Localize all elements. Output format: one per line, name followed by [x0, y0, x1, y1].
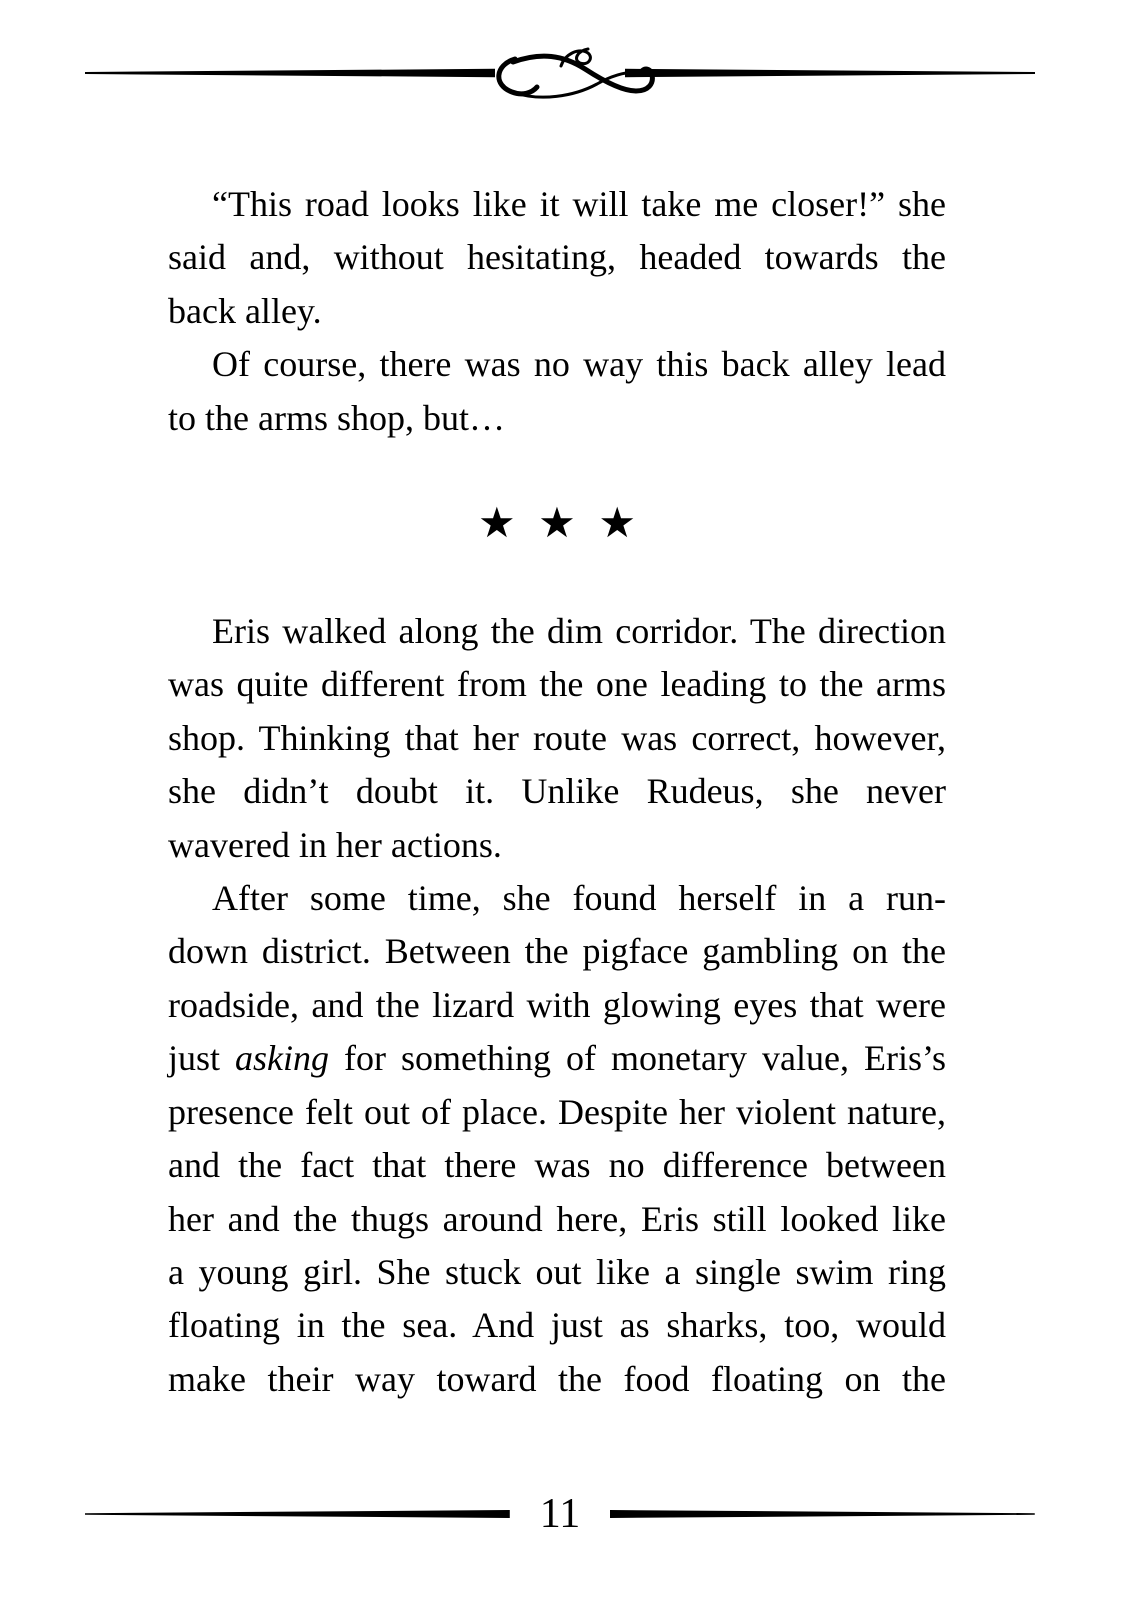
text-segment: for something of monetary value, Eris’s — [329, 1038, 946, 1079]
text-line — [168, 178, 946, 231]
scene-break-stars: ★ ★ ★ — [478, 501, 642, 548]
page-header — [85, 42, 1035, 108]
text-segment: Of course, there was no way this back alley lead — [212, 344, 946, 385]
text-segment: floating in the sea. And just as sharks, too, would — [168, 1305, 946, 1346]
footer-rule-left — [85, 1509, 510, 1519]
text-line — [168, 712, 946, 765]
text-segment: After some time, she found herself in a run- — [212, 878, 946, 919]
text-line — [168, 925, 946, 978]
footer-rule-right — [610, 1509, 1035, 1519]
text-segment: she didn’t doubt it. Unlike Rudeus, she never — [168, 771, 946, 812]
text-line — [168, 819, 946, 872]
text-line — [168, 872, 946, 925]
text-segment: and the fact that there was no difference between — [168, 1145, 946, 1186]
text-segment: presence felt out of place. Despite her violent nature, — [168, 1091, 946, 1132]
text-segment: said and, without hesitating, headed towards the — [168, 237, 946, 278]
text-line — [168, 285, 946, 338]
header-rule-right — [625, 69, 1035, 77]
page-number: 11 — [539, 1491, 581, 1537]
body-text — [168, 178, 946, 1406]
paragraph — [168, 178, 946, 338]
text-segment: “This road looks like it will take me closer!” she — [212, 184, 946, 224]
text-line — [168, 765, 946, 818]
text-segment: make their way toward the food floating on the — [168, 1358, 946, 1399]
text-line — [168, 605, 946, 658]
page-footer — [85, 1491, 1035, 1537]
text-segment: just — [168, 1038, 236, 1079]
text-segment: Eris walked along the dim corridor. The direction — [212, 611, 946, 652]
text-line — [168, 1086, 946, 1139]
italic-text: asking — [235, 1038, 330, 1079]
paragraph — [168, 872, 946, 1406]
header-rule-ornament — [85, 42, 1035, 108]
text-segment: to the arms shop, but… — [168, 397, 505, 438]
paragraph — [168, 605, 946, 872]
text-line — [168, 1299, 946, 1352]
text-segment: roadside, and the lizard with glowing eyes that were — [168, 984, 946, 1025]
text-segment: wavered in her actions. — [168, 824, 502, 865]
text-segment: was quite different from the one leading to the arms — [168, 664, 946, 705]
text-line — [168, 1032, 946, 1085]
text-segment: her and the thugs around here, Eris still looked like — [168, 1198, 946, 1239]
text-line — [168, 231, 946, 284]
flourish-ornament — [499, 49, 653, 97]
text-segment: back alley. — [168, 290, 322, 331]
text-segment: down district. Between the pigface gambling on the — [168, 931, 946, 972]
text-line — [168, 979, 946, 1032]
text-line — [168, 1246, 946, 1299]
text-line — [168, 338, 946, 391]
text-line — [168, 1139, 946, 1192]
header-rule-left — [85, 69, 495, 77]
paragraph-group-2 — [168, 605, 946, 1406]
text-line — [168, 1193, 946, 1246]
text-line — [168, 392, 946, 445]
paragraph-group-1 — [168, 178, 946, 445]
text-line — [168, 1353, 946, 1406]
paragraph — [168, 338, 946, 445]
text-segment: shop. Thinking that her route was correct, however, — [168, 717, 946, 758]
text-segment: a young girl. She stuck out like a single swim ring — [168, 1251, 946, 1292]
text-line — [168, 658, 946, 711]
